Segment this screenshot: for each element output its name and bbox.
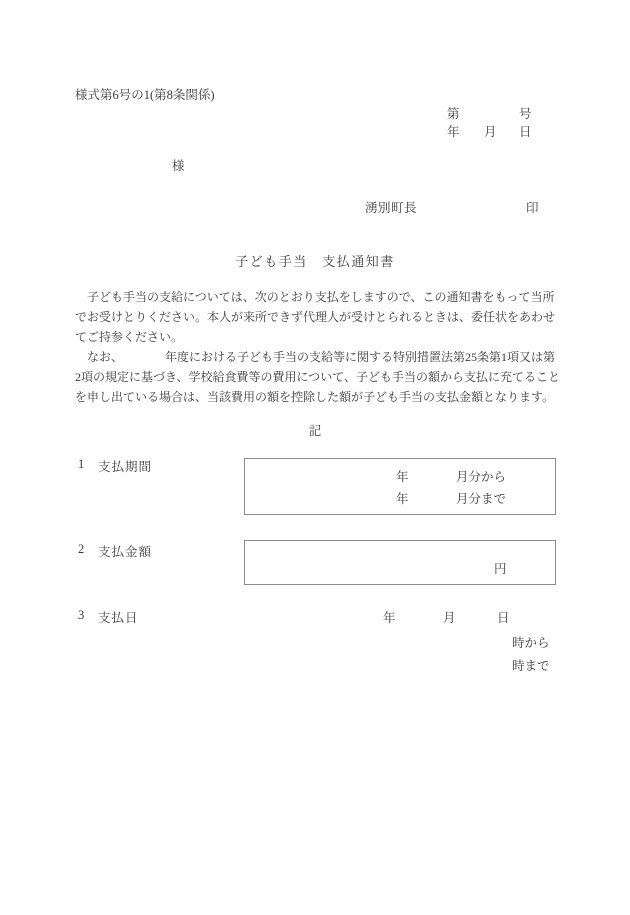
- doc-number-prefix-label: 第: [447, 107, 460, 121]
- issue-date-year-label: 年: [447, 125, 460, 139]
- payment-time-to-label: 時まで: [512, 659, 550, 673]
- period-from-year-label: 年: [396, 470, 409, 484]
- amount-unit-label: 円: [494, 562, 507, 576]
- addressee-honorific: 様: [172, 159, 185, 173]
- body-line: を申し出ている場合は、当該費用の額を控除した額が子ども手当の支払金額となります。: [75, 390, 555, 404]
- doc-number-suffix-label: 号: [519, 107, 532, 121]
- period-to-year-label: 年: [396, 492, 409, 506]
- item-number: 2: [78, 542, 85, 556]
- period-to-month-label: 月分まで: [456, 492, 507, 506]
- payment-date-month-label: 月: [443, 611, 456, 625]
- item-number: 1: [78, 457, 85, 471]
- body-paragraphs: [75, 287, 565, 407]
- item-label-payment-amount: 支払金額: [98, 545, 153, 559]
- item-number: 3: [78, 608, 85, 622]
- item-label-payment-period: 支払期間: [98, 460, 153, 474]
- issue-date-day-label: 日: [519, 125, 532, 139]
- form-number: 様式第6号の1(第8条関係): [75, 88, 215, 102]
- body-line: 2項の規定に基づき、学校給食費等の費用について、子ども手当の額から支払に充てること: [75, 370, 561, 384]
- payment-period-box: [244, 458, 556, 515]
- payment-date-year-label: 年: [383, 611, 396, 625]
- body-line: なお、 年度における子ども手当の支給等に関する特別措置法第25条第1項又は第: [75, 350, 556, 364]
- seal-mark: 印: [526, 201, 539, 215]
- period-from-month-label: 月分から: [456, 470, 507, 484]
- body-line: 子ども手当の支給については、次のとおり支払をしますので、この通知書をもって当所: [75, 290, 555, 304]
- body-line: てご持参ください。: [75, 330, 184, 344]
- body-line: でお受けとりください。本人が来所できず代理人が受けとられるときは、委任状をあわせ: [75, 310, 556, 324]
- issuer-name: 湧別町長: [365, 201, 418, 215]
- record-marker: 記: [308, 424, 322, 438]
- item-label-payment-date: 支払日: [98, 611, 139, 625]
- payment-amount-box: [244, 540, 556, 585]
- payment-date-day-label: 日: [497, 611, 510, 625]
- document-title: 子ども手当 支払通知書: [235, 254, 395, 269]
- payment-time-from-label: 時から: [512, 636, 550, 650]
- issue-date-month-label: 月: [484, 125, 497, 139]
